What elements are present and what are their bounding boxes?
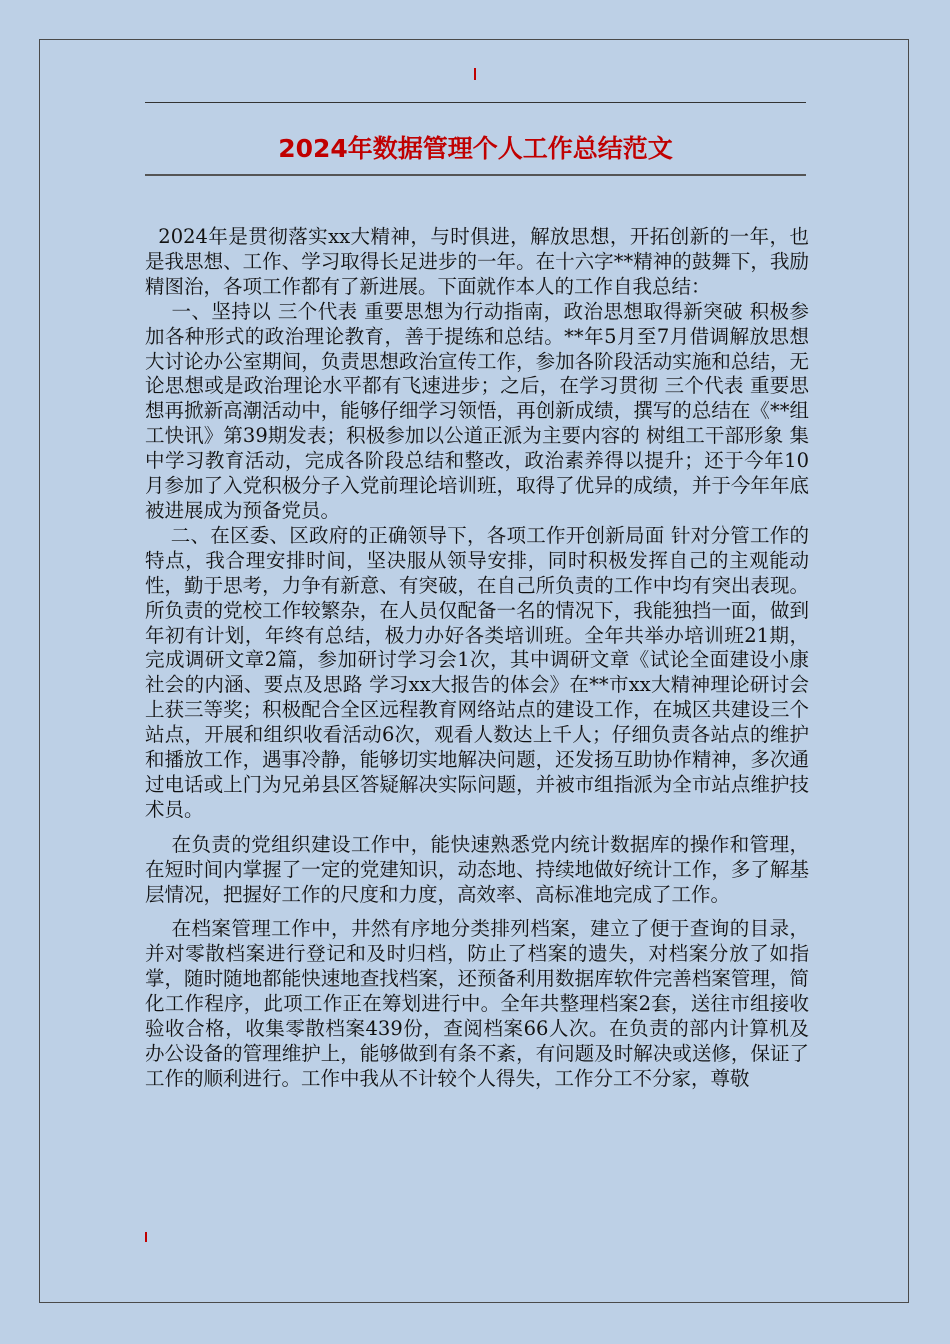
header-mark [474, 68, 476, 80]
document-title: 2024年数据管理个人工作总结范文 [278, 134, 673, 163]
title-rule [145, 174, 806, 176]
paragraph-section-1: 一、坚持以 三个代表 重要思想为行动指南，政治思想取得新突破 积极参加各种形式的政治理论教育，善于提练和总结。**年5月至7月借调解放思想大讨论办公室期间，负责思想政治宣传工作，参加各阶段活动实施和总结，无论思想或是政治理论水平都有飞速进步；之后，在学习贯彻 三个代表 重要思想再掀新高潮活动中，能够仔细学习领悟，再创新成绩，撰写的总结在《**组工快讯》第39期发表；积极参加以公道正派为主要内容的 树组工干部形象 集中学习教育活动，完成各阶段总结和整改，政治素养得以提升；还于今年10月参加了入党积极分子入党前理论培训班，取得了优异的成绩，并于今年年底被进展成为预备党员。 [145, 299, 809, 522]
paragraph-archives: 在档案管理工作中，井然有序地分类排列档案，建立了便于查询的目录，并对零散档案进行登记和及时归档，防止了档案的遗失，对档案分放了如指掌，随时随地都能快速地查找档案，还预备利用数据库软件完善档案管理，简化工作程序，此项工作正在筹划进行中。全年共整理档案2套，送往市组接收验收合格，收集零散档案439份，查阅档案66人次。在负责的部内计算机及办公设备的管理维护上，能够做到有条不紊，有问题及时解决或送修，保证了工作的顺利进行。工作中我从不计较个人得失，工作分工不分家，尊敬 [145, 917, 809, 1090]
paragraph-intro: 2024年是贯彻落实xx大精神，与时俱进，解放思想，开拓创新的一年，也是我思想、工作、学习取得长足进步的一年。在十六字**精神的鼓舞下，我励精图治，各项工作都有了新进展。下面就作本人的工作自我总结： [145, 225, 809, 298]
footer-mark [145, 1232, 147, 1242]
header-rule [145, 102, 806, 103]
document-body [145, 225, 809, 1092]
paragraph-party-building: 在负责的党组织建设工作中，能快速熟悉党内统计数据库的操作和管理，在短时间内掌握了一定的党建知识，动态地、持续地做好统计工作，多了解基层情况，把握好工作的尺度和力度，高效率、高标准地完成了工作。 [145, 832, 809, 906]
paragraph-section-2: 二、在区委、区政府的正确领导下，各项工作开创新局面 针对分管工作的特点，我合理安排时间，坚决服从领导安排，同时积极发挥自己的主观能动性，勤于思考，力争有新意、有突破，在自己所负责的工作中均有突出表现。所负责的党校工作较繁杂，在人员仅配备一名的情况下，我能独挡一面，做到年初有计划，年终有总结，极力办好各类培训班。全年共举办培训班21期，完成调研文章2篇，参加研讨学习会1次，其中调研文章《试论全面建设小康社会的内涵、要点及思路 学习xx大报告的体会》在**市xx大精神理论研讨会上获三等奖；积极配合全区远程教育网络站点的建设工作，在城区共建设三个站点，开展和组织收看活动6次，观看人数达上千人；仔细负责各站点的维护和播放工作，遇事冷静，能够切实地解决问题，还发扬互助协作精神，多次通过电话或上门为兄弟县区答疑解决实际问题，并被市组指派为全市站点维护技术员。 [145, 523, 809, 821]
